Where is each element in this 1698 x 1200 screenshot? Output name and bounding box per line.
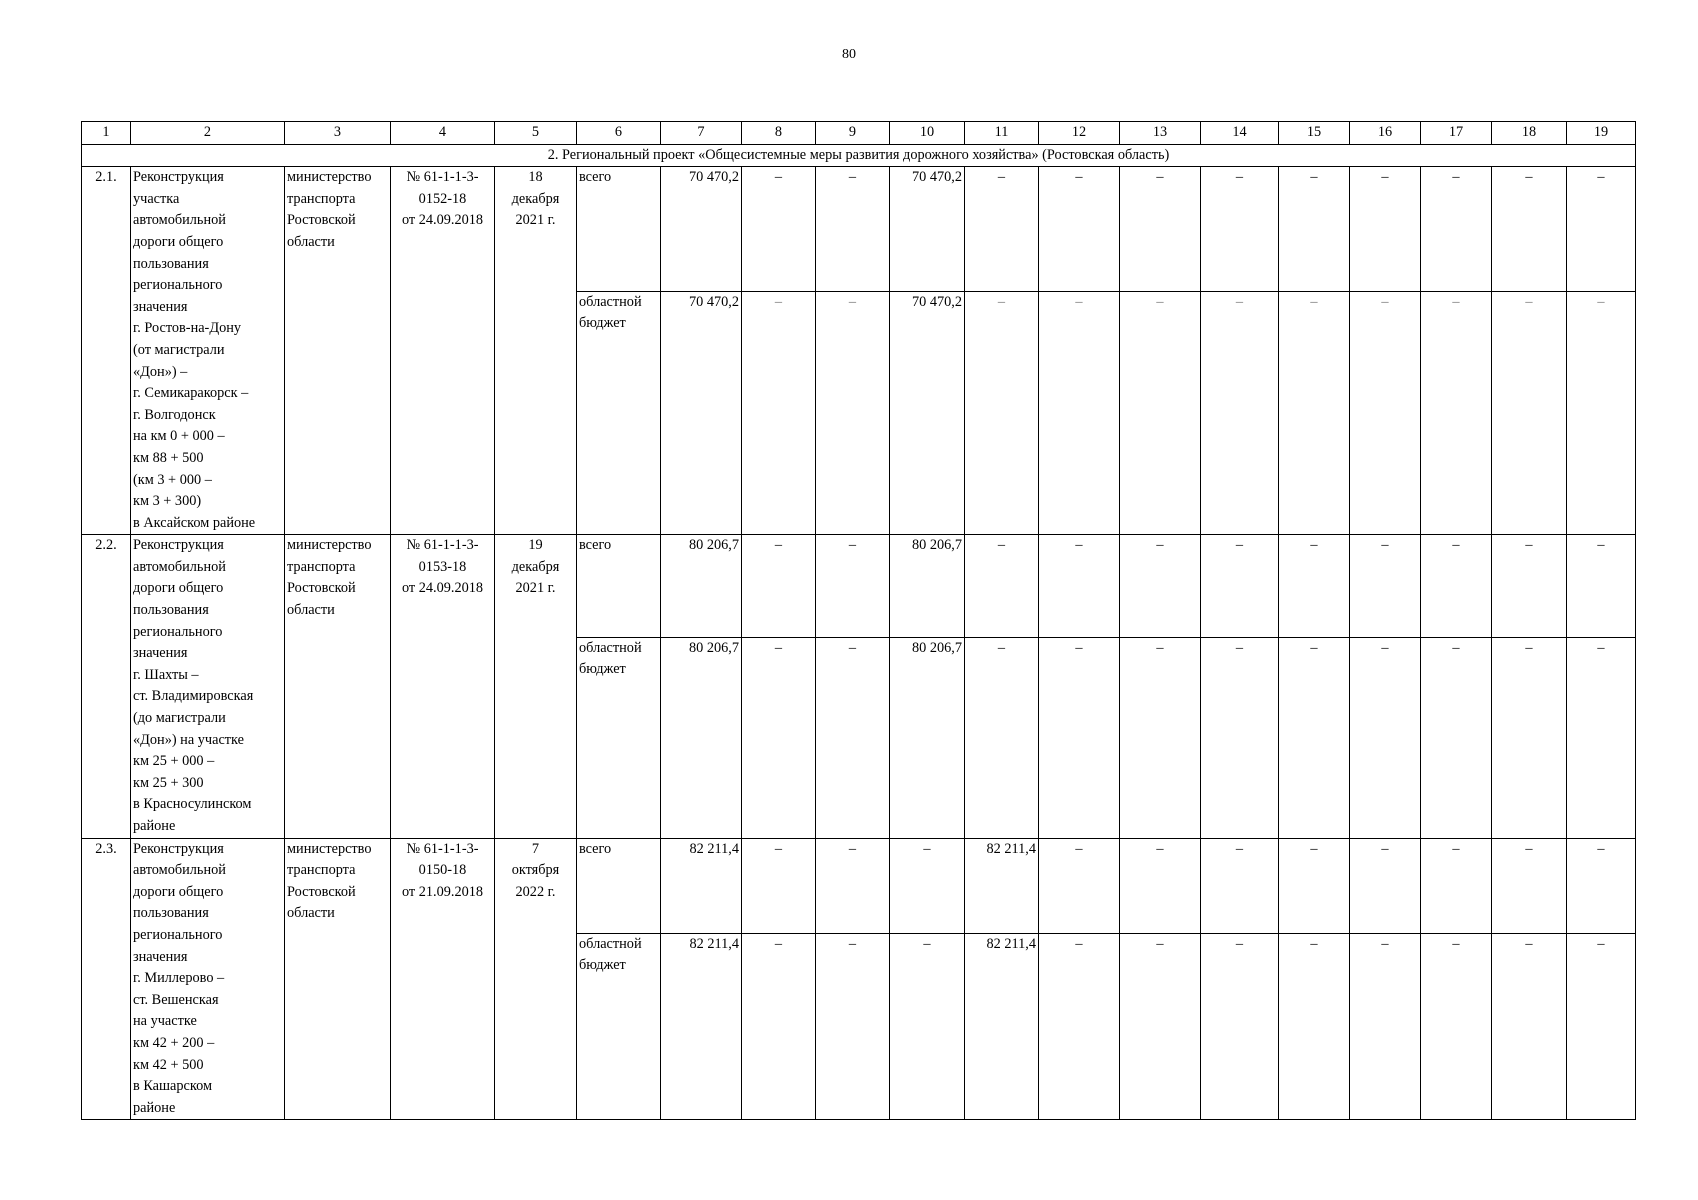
funding-source-total: всего: [577, 167, 661, 292]
value-cell: –: [816, 838, 890, 933]
project-number: 2.3.: [82, 838, 131, 1120]
funding-source-budget: [577, 637, 661, 838]
project-number: 2.1.: [82, 167, 131, 535]
column-number: 10: [890, 122, 965, 145]
text-line: областной: [579, 639, 642, 656]
text-line: транспорта: [287, 862, 356, 879]
value-cell: –: [1492, 535, 1567, 638]
text-line: г. Шахты –: [133, 666, 199, 683]
text-line: дороги общего: [133, 233, 224, 250]
column-number: 2: [131, 122, 285, 145]
value-cell: 82 211,4: [965, 933, 1039, 1119]
value-cell: –: [1279, 838, 1350, 933]
value-cell: –: [1201, 167, 1279, 292]
value-cell: –: [816, 167, 890, 292]
text-line: ст. Вешенская: [133, 991, 219, 1008]
column-number: 5: [495, 122, 577, 145]
value-cell: –: [1039, 535, 1120, 638]
value-cell: –: [1201, 838, 1279, 933]
text-line: на участке: [133, 1013, 197, 1030]
value-cell: –: [1039, 933, 1120, 1119]
value-cell: –: [816, 637, 890, 838]
text-line: пользования: [133, 255, 209, 272]
text-line: 0153-18: [418, 558, 467, 575]
value-cell: –: [1492, 167, 1567, 292]
text-line: Ростовской: [287, 212, 356, 229]
text-line: № 61-1-1-3-: [406, 840, 479, 857]
text-line: № 61-1-1-3-: [406, 537, 479, 554]
text-line: области: [287, 233, 335, 250]
text-line: Реконструкция: [133, 537, 224, 554]
text-line: декабря: [511, 558, 560, 575]
value-cell: –: [1350, 637, 1421, 838]
text-line: пользования: [133, 905, 209, 922]
value-cell: –: [816, 291, 890, 535]
column-number: 15: [1279, 122, 1350, 145]
value-cell: –: [1350, 933, 1421, 1119]
text-line: транспорта: [287, 190, 356, 207]
value-cell: –: [742, 933, 816, 1119]
text-line: регионального: [133, 623, 223, 640]
column-number: 1: [82, 122, 131, 145]
text-line: 2022 г.: [515, 883, 556, 900]
page-number: 80: [842, 47, 856, 62]
text-line: 2021 г.: [515, 580, 556, 597]
value-cell: –: [1567, 933, 1636, 1119]
value-cell: –: [1421, 535, 1492, 638]
column-number: 17: [1421, 122, 1492, 145]
project-row-total: [82, 535, 1636, 638]
value-cell: –: [1350, 838, 1421, 933]
column-number: 18: [1492, 122, 1567, 145]
text-line: ст. Владимировская: [133, 688, 254, 705]
text-line: декабря: [511, 190, 560, 207]
text-line: Реконструкция: [133, 840, 224, 857]
text-line: министерство: [287, 169, 372, 186]
value-cell: –: [742, 535, 816, 638]
responsible-organization: [285, 838, 391, 1120]
value-cell: –: [1567, 838, 1636, 933]
text-line: км 88 + 500: [133, 449, 204, 466]
text-line: от 24.09.2018: [401, 212, 484, 229]
value-cell: –: [1567, 167, 1636, 292]
value-cell: –: [1350, 167, 1421, 292]
text-line: на км 0 + 000 –: [133, 428, 225, 445]
value-cell: –: [1279, 167, 1350, 292]
value-cell: –: [965, 291, 1039, 535]
value-cell: –: [1492, 637, 1567, 838]
column-number: 7: [661, 122, 742, 145]
value-cell: –: [742, 167, 816, 292]
text-line: Ростовской: [287, 883, 356, 900]
column-number: 6: [577, 122, 661, 145]
text-line: министерство: [287, 840, 372, 857]
expertise-document: [391, 838, 495, 1120]
completion-date: [495, 535, 577, 838]
value-cell: –: [1039, 167, 1120, 292]
value-cell: –: [1279, 291, 1350, 535]
value-cell: –: [965, 637, 1039, 838]
value-cell: –: [965, 535, 1039, 638]
value-cell: –: [1492, 838, 1567, 933]
text-line: г. Миллерово –: [133, 970, 225, 987]
text-line: (до магистрали: [133, 710, 226, 727]
text-line: 7: [531, 840, 540, 857]
text-line: км 42 + 500: [133, 1056, 204, 1073]
value-cell: –: [1421, 838, 1492, 933]
text-line: значения: [133, 948, 188, 965]
funding-source-total: всего: [577, 535, 661, 638]
value-cell: –: [1567, 535, 1636, 638]
text-line: автомобильной: [133, 558, 226, 575]
value-cell: 70 470,2: [890, 291, 965, 535]
text-line: областной: [579, 935, 642, 952]
text-line: 0152-18: [418, 190, 467, 207]
text-line: км 3 + 300): [133, 493, 202, 510]
text-line: № 61-1-1-3-: [406, 169, 479, 186]
value-cell: –: [1421, 167, 1492, 292]
column-number: 16: [1350, 122, 1421, 145]
value-cell: –: [1492, 933, 1567, 1119]
value-cell: 70 470,2: [890, 167, 965, 292]
value-cell: –: [1039, 637, 1120, 838]
text-line: значения: [133, 645, 188, 662]
project-row-total: [82, 838, 1636, 933]
value-cell: –: [1201, 535, 1279, 638]
value-cell: –: [1120, 167, 1201, 292]
column-number: 8: [742, 122, 816, 145]
value-cell: –: [1201, 291, 1279, 535]
text-line: значения: [133, 298, 188, 315]
text-line: транспорта: [287, 558, 356, 575]
text-line: районе: [133, 1099, 176, 1116]
text-line: г. Семикаракорск –: [133, 385, 249, 402]
column-number: 13: [1120, 122, 1201, 145]
value-cell: 80 206,7: [661, 535, 742, 638]
value-cell: –: [1201, 933, 1279, 1119]
responsible-organization: [285, 535, 391, 838]
project-number: 2.2.: [82, 535, 131, 838]
value-cell: –: [816, 535, 890, 638]
text-line: от 21.09.2018: [401, 883, 484, 900]
value-cell: –: [742, 291, 816, 535]
funding-source-budget: [577, 291, 661, 535]
value-cell: 70 470,2: [661, 291, 742, 535]
text-line: дороги общего: [133, 883, 224, 900]
value-cell: 82 211,4: [661, 838, 742, 933]
text-line: регионального: [133, 277, 223, 294]
text-line: районе: [133, 818, 176, 834]
text-line: министерство: [287, 537, 372, 554]
value-cell: –: [1279, 535, 1350, 638]
value-cell: –: [965, 167, 1039, 292]
value-cell: –: [1120, 291, 1201, 535]
value-cell: –: [1421, 933, 1492, 1119]
text-line: от 24.09.2018: [401, 580, 484, 597]
text-line: областной: [579, 293, 642, 310]
value-cell: –: [1492, 291, 1567, 535]
text-line: области: [287, 905, 335, 922]
text-line: области: [287, 602, 335, 619]
section-title: 2. Региональный проект «Общесистемные меры развития дорожного хозяйства» (Ростовская область): [82, 144, 1636, 167]
project-name: [131, 167, 285, 535]
text-line: км 25 + 300: [133, 774, 204, 791]
budget-table: [81, 121, 1636, 1120]
value-cell: –: [1567, 291, 1636, 535]
project-name: [131, 535, 285, 838]
value-cell: –: [890, 933, 965, 1119]
section-title-row: [82, 144, 1636, 167]
expertise-document: [391, 535, 495, 838]
text-line: г. Волгодонск: [133, 406, 216, 423]
text-line: 2021 г.: [515, 212, 556, 229]
value-cell: –: [1279, 933, 1350, 1119]
value-cell: –: [1421, 637, 1492, 838]
column-number: 4: [391, 122, 495, 145]
text-line: Реконструкция: [133, 169, 224, 186]
value-cell: –: [742, 838, 816, 933]
value-cell: –: [1421, 291, 1492, 535]
funding-source-total: всего: [577, 838, 661, 933]
value-cell: 82 211,4: [965, 838, 1039, 933]
text-line: дороги общего: [133, 580, 224, 597]
text-line: 18: [528, 169, 543, 186]
value-cell: –: [1567, 637, 1636, 838]
column-number: 3: [285, 122, 391, 145]
completion-date: [495, 838, 577, 1120]
text-line: км 25 + 000 –: [133, 753, 215, 770]
value-cell: –: [816, 933, 890, 1119]
text-line: 0150-18: [418, 862, 467, 879]
column-number: 12: [1039, 122, 1120, 145]
column-number: 9: [816, 122, 890, 145]
text-line: участка: [133, 190, 180, 207]
value-cell: –: [1039, 838, 1120, 933]
column-number: 14: [1201, 122, 1279, 145]
responsible-organization: [285, 167, 391, 535]
text-line: пользования: [133, 602, 209, 619]
value-cell: 80 206,7: [890, 637, 965, 838]
text-line: бюджет: [579, 661, 626, 678]
column-number-row: [82, 122, 1636, 145]
value-cell: 80 206,7: [661, 637, 742, 838]
text-line: км 42 + 200 –: [133, 1034, 215, 1051]
value-cell: –: [1201, 637, 1279, 838]
expertise-document: [391, 167, 495, 535]
text-line: бюджет: [579, 315, 626, 332]
project-name: [131, 838, 285, 1120]
text-line: г. Ростов-на-Дону: [133, 320, 242, 337]
text-line: «Дон») на участке: [133, 731, 244, 748]
text-line: в Аксайском районе: [133, 514, 256, 531]
text-line: в Кашарском: [133, 1078, 213, 1095]
value-cell: –: [742, 637, 816, 838]
text-line: (км 3 + 000 –: [133, 471, 212, 488]
text-line: Ростовской: [287, 580, 356, 597]
value-cell: –: [1120, 535, 1201, 638]
text-line: (от магистрали: [133, 341, 225, 358]
text-line: 19: [528, 537, 543, 554]
funding-source-budget: [577, 933, 661, 1119]
column-number: 19: [1567, 122, 1636, 145]
text-line: бюджет: [579, 957, 626, 974]
value-cell: 82 211,4: [661, 933, 742, 1119]
value-cell: –: [1120, 838, 1201, 933]
value-cell: –: [1350, 535, 1421, 638]
project-row-total: [82, 167, 1636, 292]
column-number: 11: [965, 122, 1039, 145]
text-line: регионального: [133, 926, 223, 943]
value-cell: 80 206,7: [890, 535, 965, 638]
value-cell: –: [1279, 637, 1350, 838]
text-line: в Красносулинском: [133, 796, 252, 813]
text-line: «Дон») –: [133, 363, 188, 380]
text-line: автомобильной: [133, 862, 226, 879]
value-cell: –: [1350, 291, 1421, 535]
value-cell: –: [1120, 637, 1201, 838]
value-cell: –: [1120, 933, 1201, 1119]
value-cell: 70 470,2: [661, 167, 742, 292]
value-cell: –: [890, 838, 965, 933]
text-line: автомобильной: [133, 212, 226, 229]
completion-date: [495, 167, 577, 535]
value-cell: –: [1039, 291, 1120, 535]
text-line: октября: [511, 862, 560, 879]
